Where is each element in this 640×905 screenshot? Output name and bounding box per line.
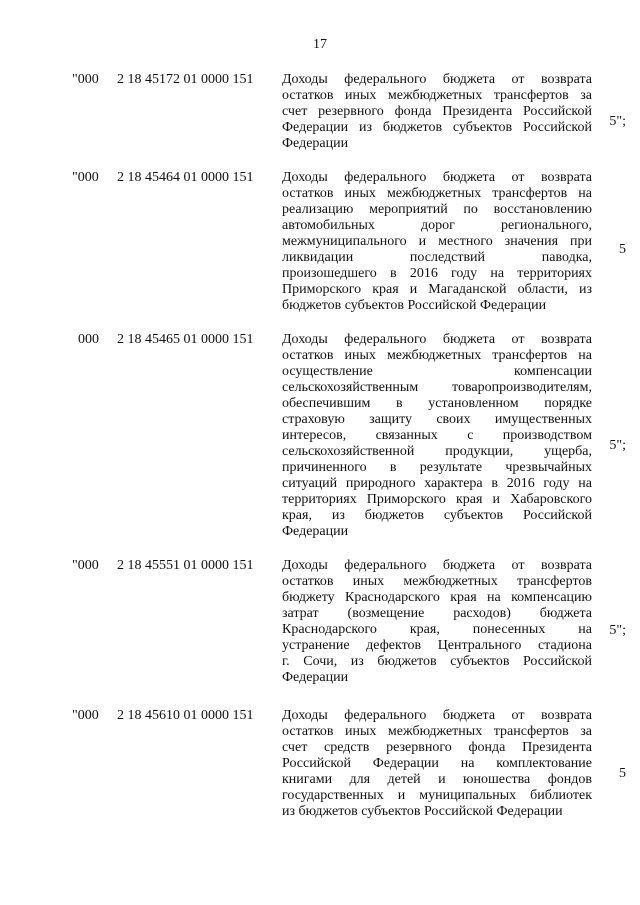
description-line: реализацию мероприятий по восстановлению [282, 202, 592, 217]
description-line: сельскохозяйственной продукции, ущерба, [282, 444, 592, 459]
budget-classification-code: 2 18 45172 01 0000 151 [117, 72, 254, 87]
description-line: причиненного в результате чрезвычайных [282, 460, 592, 475]
description-line: Доходы федерального бюджета от возврата [282, 332, 592, 347]
table-row [0, 72, 640, 162]
budget-classification-code: 2 18 45464 01 0000 151 [117, 170, 254, 185]
description-line: ликвидации последствий паводка, [282, 250, 592, 265]
row-description [282, 170, 592, 314]
description-line: территориях Приморского края и Хабаровского [282, 492, 592, 507]
description-line: счет резервного фонда Президента Российской [282, 104, 592, 119]
table-row [0, 558, 640, 700]
description-line: остатков иных межбюджетных трансфертов на [282, 348, 592, 363]
description-line: произошедшего в 2016 году на территориях [282, 266, 592, 281]
description-line: Краснодарского края, понесенных на [282, 622, 592, 637]
budget-code-table [0, 72, 640, 836]
budget-classification-code: 2 18 45465 01 0000 151 [117, 332, 254, 347]
page-number: 17 [313, 37, 327, 52]
row-number: 5 [619, 766, 626, 781]
description-line: г. Сочи, из бюджетов субъектов Российской [282, 654, 592, 669]
table-row [0, 332, 640, 550]
budget-classification-code: 2 18 45551 01 0000 151 [117, 558, 254, 573]
description-line: ситуаций природного характера в 2016 году на [282, 476, 592, 491]
description-line: остатков иных межбюджетных трансфертов на [282, 186, 592, 201]
description-line: устранение дефектов Центрального стадиона [282, 638, 592, 653]
description-line: из бюджетов субъектов Российской Федерации [282, 804, 563, 819]
description-line: затрат (возмещение расходов) бюджета [282, 606, 592, 621]
description-line: сельскохозяйственным товаропроизводителям, [282, 380, 592, 395]
description-line: интересов, связанных с производством [282, 428, 592, 443]
description-line: Доходы федерального бюджета от возврата [282, 170, 592, 185]
description-line: Федерации [282, 670, 349, 685]
description-line: Российской Федерации на комплектование [282, 756, 592, 771]
description-line: страховую защиту своих имущественных [282, 412, 592, 427]
code-prefix: 000 [78, 332, 99, 347]
row-description [282, 558, 592, 686]
row-description [282, 332, 592, 540]
code-prefix: "000 [72, 170, 99, 185]
description-line: Федерации из бюджетов субъектов Российской [282, 120, 592, 135]
description-line: счет средств резервного фонда Президента [282, 740, 592, 755]
description-line: книгами для детей и юношества фондов [282, 772, 592, 787]
description-line: Федерации [282, 136, 349, 151]
description-line: Доходы федерального бюджета от возврата [282, 708, 592, 723]
description-line: Приморского края и Магаданской области, из [282, 282, 592, 297]
code-prefix: "000 [72, 708, 99, 723]
row-description [282, 72, 592, 152]
description-line: остатков иных межбюджетных трансфертов за [282, 88, 592, 103]
description-line: бюджету Краснодарского края на компенсацию [282, 590, 592, 605]
description-line: Доходы федерального бюджета от возврата [282, 72, 592, 87]
code-prefix: "000 [72, 558, 99, 573]
row-number: 5 [619, 242, 626, 257]
description-line: обеспечившим в установленном порядке [282, 396, 592, 411]
description-line: Доходы федерального бюджета от возврата [282, 558, 592, 573]
row-number: 5"; [609, 438, 626, 453]
budget-classification-code: 2 18 45610 01 0000 151 [117, 708, 254, 723]
row-description [282, 708, 592, 820]
table-row [0, 170, 640, 324]
description-line: бюджетов субъектов Российской Федерации [282, 298, 547, 313]
description-line: Федерации [282, 524, 349, 539]
description-line: осуществление компенсации [282, 364, 592, 379]
description-line: края, из бюджетов субъектов Российской [282, 508, 592, 523]
description-line: межмуниципального и местного значения при [282, 234, 592, 249]
code-prefix: "000 [72, 72, 99, 87]
description-line: государственных и муниципальных библиотек [282, 788, 592, 803]
table-row [0, 708, 640, 828]
description-line: остатков иных межбюджетных трансфертов [282, 574, 592, 589]
description-line: остатков иных межбюджетных трансфертов за [282, 724, 592, 739]
row-number: 5"; [609, 623, 626, 638]
description-line: автомобильных дорог регионального, [282, 218, 592, 233]
row-number: 5"; [609, 114, 626, 129]
